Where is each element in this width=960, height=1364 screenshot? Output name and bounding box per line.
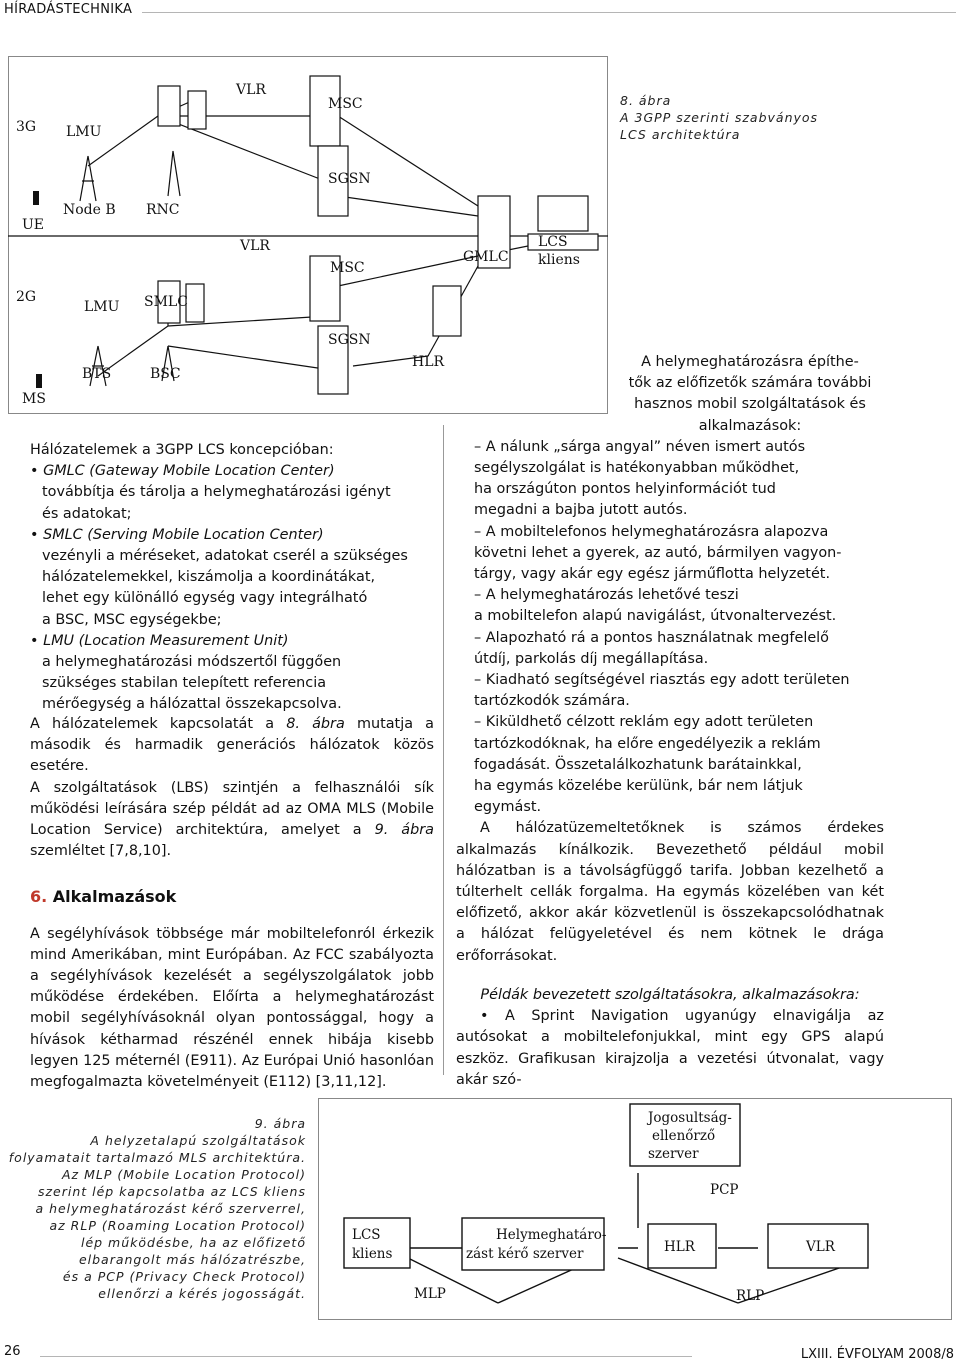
- gmlc-desc: továbbítja és tárolja a helymeghatározási igényt: [42, 484, 391, 501]
- text-run: mutatja a második és harmadik generációs hálózatok közös esetére.: [30, 716, 434, 775]
- header-rule: [142, 12, 956, 13]
- fig8-label-bsc: BSC: [150, 366, 181, 382]
- issue-label: LXIII. ÉVFOLYAM 2008/8: [800, 1347, 954, 1362]
- fig9-label-jog3: szerver: [648, 1146, 699, 1162]
- figure-8-caption: [620, 92, 818, 143]
- fig8-label-sgsn3: SGSN: [328, 171, 371, 187]
- fig8-label-gmlc: GMLC: [463, 249, 509, 265]
- list-item: [456, 585, 884, 627]
- figure-9-caption-line: elbarangolt más hálózatrészbe,: [78, 1252, 306, 1267]
- gmlc-desc: és adatokat;: [42, 505, 132, 522]
- figure-9-caption-line: a helymeghatározást kérő szerverrel,: [35, 1201, 306, 1216]
- fig9-label-hk1: Helymeghatáro-: [496, 1227, 607, 1243]
- fig8-label-vlr3: VLR: [236, 82, 266, 98]
- list-line: követni lehet a gyerek, az autó, bármilyen vagyon-: [474, 544, 842, 561]
- list-line: a mobiltelefon alapú navigálást, útvonaltervezést.: [474, 608, 837, 625]
- right-column-body: [456, 352, 884, 1091]
- figure-9-caption-line: folyamatait tartalmazó MLS architektúra.: [8, 1150, 306, 1165]
- apps-intro: [456, 352, 884, 437]
- list-line: egymást.: [474, 799, 542, 816]
- intro-line: A helymeghatározásra építhe-: [641, 354, 859, 370]
- list-line: – A helymeghatározás lehetővé teszi: [474, 587, 739, 604]
- gmlc-name: GMLC (Gateway Mobile Location Center): [43, 463, 335, 480]
- fig8-label-hlr: HLR: [412, 354, 445, 370]
- fig8-label-lmu2: LMU: [84, 299, 120, 315]
- text-run: A hálózatelemek kapcsolatát a: [30, 716, 287, 732]
- intro-line: hasznos mobil szolgáltatások és: [634, 396, 866, 413]
- section-title: Alkalmazások: [47, 887, 177, 907]
- list-line: – Alapozható rá a pontos használatnak megfelelő: [474, 629, 829, 646]
- fig8-label-2g: 2G: [16, 289, 37, 305]
- fig8-label-bts: BTS: [82, 366, 112, 382]
- footer-rule: [40, 1356, 692, 1357]
- list-item: [456, 712, 884, 818]
- fig8-label-ms: MS: [22, 391, 46, 407]
- list-line: tárgy, vagy akár egy egész járműflotta helyzetét.: [474, 566, 831, 583]
- fig8-label-nodeb: Node B: [63, 202, 116, 218]
- list-line: segélyszolgálat is hatékonyabban működhet,: [474, 460, 800, 477]
- page-number: 26: [4, 1344, 21, 1359]
- fig8-label-3g: 3G: [16, 119, 37, 135]
- lmu-name: LMU (Location Measurement Unit): [43, 632, 289, 649]
- smlc-item: • SMLC (Serving Mobile Location Center): [30, 526, 324, 543]
- fig8-label-lmu3: LMU: [66, 124, 102, 140]
- lmu-desc: mérőegység a hálózattal összekapcsolva.: [42, 696, 342, 713]
- fig8-label-ue: UE: [22, 217, 45, 233]
- figure-9-caption: [6, 1115, 306, 1302]
- examples-heading: Példák bevezetett szolgáltatásokra, alkalmazásokra:: [480, 986, 860, 1003]
- smlc-name: SMLC (Serving Mobile Location Center): [43, 526, 324, 543]
- fig9-label-lcs: LCS: [352, 1227, 381, 1243]
- list-line: – A mobiltelefonos helymeghatározásra alapozva: [474, 523, 829, 540]
- figure-9-caption-line: Az MLP (Mobile Location Protocol): [61, 1167, 306, 1182]
- figure-9-caption-line: ellenőrzi a kérés jogosságát.: [98, 1286, 306, 1301]
- paragraph-lbs: [30, 778, 434, 863]
- lmu-desc: szükséges stabilan telepített referencia: [42, 675, 327, 692]
- left-column-body: [30, 714, 434, 1093]
- text-run: szemléltet [7,8,10].: [30, 843, 172, 860]
- list-line: ha egymás közelébe kerülünk, bár nem látjuk: [474, 778, 803, 795]
- list-item: [456, 628, 884, 670]
- list-line: tartózkodóknak, ha előre engedélyezik a reklám: [474, 735, 821, 752]
- smlc-desc: lehet egy különálló egység vagy integrálható: [42, 590, 368, 607]
- fig8-label-vlr2: VLR: [240, 238, 270, 254]
- fig8-label-smlc: SMLC: [144, 294, 188, 310]
- figure-8-caption-line: 8. ábra: [620, 93, 672, 108]
- paragraph-operators: A hálózatüzemeltetőknek is számos érdekes alkalmazás kínálkozik. Bevezethető például mobil hálózatban is a távolságfüggő tarifa. Jobban kezelhető a túlterhelt cellák forgalma. Ha egymás közelében van két előfizető, akkor akár közvetlenül is összekapcsolódhatnak a hálózat felügyeletével és nem kötnek le drága erőforrásokat.: [456, 820, 884, 964]
- box-title: Hálózatelemek a 3GPP LCS koncepcióban:: [30, 442, 334, 458]
- lmu-item: • LMU (Location Measurement Unit): [30, 632, 289, 649]
- fig8-label-sgsn2: SGSN: [328, 332, 371, 348]
- fig9-label-jog1: Jogosultság-: [648, 1110, 732, 1126]
- smlc-desc: a BSC, MSC egységekbe;: [42, 611, 222, 628]
- running-header: HÍRADÁSTECHNIKA: [4, 2, 133, 17]
- fig8-label-kliens: kliens: [538, 252, 580, 268]
- list-item: [456, 522, 884, 586]
- figure-8-caption-line: A 3GPP szerinti szabványos: [620, 110, 819, 125]
- figure-9-caption-line: 9. ábra: [254, 1116, 306, 1131]
- list-line: ha országúton pontos helyinformációt tud: [474, 481, 776, 498]
- paragraph-sprint: • A Sprint Navigation ugyanúgy elnavigálja az autósokat a mobiltelefonjukkal, mint egy GPS alapú eszköz. Grafikusan kirajzolja a vezetési útvonalat, vagy akár szó-: [456, 1008, 884, 1088]
- smlc-desc: hálózatelemekkel, kiszámolja a koordinátákat,: [42, 569, 376, 586]
- column-divider: [443, 425, 444, 1075]
- list-line: – A nálunk „sárga angyal” néven ismert autós: [474, 438, 806, 455]
- figure-ref: 8. ábra: [286, 716, 345, 732]
- fig8-label-msc3: MSC: [328, 96, 363, 112]
- figure-9-caption-line: szerint lép kapcsolatba az LCS kliens: [37, 1184, 306, 1199]
- figure-9-caption-line: az RLP (Roaming Location Protocol): [49, 1218, 306, 1233]
- text-run: A szolgáltatások (LBS) szintjén a felhasználói sík működési leírására szép példát ad az OMA MLS (Mobile Location Service) architektúra, amelyet a: [30, 779, 434, 839]
- paragraph-fig8-ref: [30, 714, 434, 778]
- fig9-label-kliens: kliens: [352, 1246, 393, 1262]
- list-line: megadni a bajba jutott autós.: [474, 502, 688, 519]
- list-line: – Kiadható segítségével riasztás egy adott területen: [474, 672, 850, 689]
- figure-9-caption-line: A helyzetalapú szolgáltatások: [90, 1133, 306, 1148]
- intro-line: tők az előfizetők számára további: [628, 375, 872, 392]
- gmlc-item: • GMLC (Gateway Mobile Location Center): [30, 463, 335, 480]
- list-line: – Kiküldhető célzott reklám egy adott területen: [474, 714, 814, 731]
- figure-ref: 9. ábra: [374, 822, 434, 839]
- list-line: fogadását. Összetalálkozhatunk barátainkkal,: [474, 756, 802, 773]
- paragraph-emergency: A segélyhívások többsége már mobiltelefonról érkezik mind Amerikában, mint Európában. Az FCC szabályozta a segélyhívások kezelését a segélyszolgálatok jobb működése érdekében. Előírta a helymeghatározást mobil segélyhívásoknál olyan pontossággal, hogy a hívások kétharmad részénél ennek hibája kisebb legyen 125 méternél (E911). Az Európai Unió hasonlóan megfogalmazta követelményeit (E112) [3,11,12].: [30, 925, 434, 1091]
- figure-9-diagram: [318, 1098, 952, 1320]
- figure-9-caption-line: és a PCP (Privacy Check Protocol): [62, 1269, 306, 1284]
- fig9-label-vlr: VLR: [806, 1239, 835, 1255]
- fig8-label-lcs: LCS: [538, 234, 568, 250]
- fig9-label-hlr: HLR: [664, 1239, 695, 1255]
- fig8-label-rnc: RNC: [146, 202, 180, 218]
- fig9-label-rlp: RLP: [736, 1288, 765, 1304]
- fig9-label-hk2: zást kérő szerver: [466, 1246, 584, 1262]
- fig9-label-jog2: ellenőrző: [652, 1128, 716, 1144]
- section-heading: [30, 886, 434, 907]
- list-item: [456, 670, 884, 712]
- figure-8-caption-line: LCS architektúra: [620, 127, 741, 142]
- smlc-desc: vezényli a méréseket, adatokat cserél a szükséges: [42, 548, 408, 565]
- intro-line: alkalmazások:: [698, 417, 802, 434]
- lmu-desc: a helymeghatározási módszertől függően: [42, 654, 342, 671]
- network-elements-box: [30, 440, 430, 716]
- figure-9-caption-line: lép működésbe, ha az előfizető: [80, 1235, 306, 1250]
- list-item: [456, 437, 884, 522]
- fig9-label-mlp: MLP: [414, 1286, 446, 1302]
- fig9-label-pcp: PCP: [710, 1182, 739, 1198]
- list-line: útdíj, parkolás díj megállapítása.: [474, 650, 709, 667]
- fig8-label-msc2: MSC: [330, 260, 365, 276]
- section-number: 6.: [30, 887, 48, 907]
- list-line: tartózkodók számára.: [474, 693, 630, 710]
